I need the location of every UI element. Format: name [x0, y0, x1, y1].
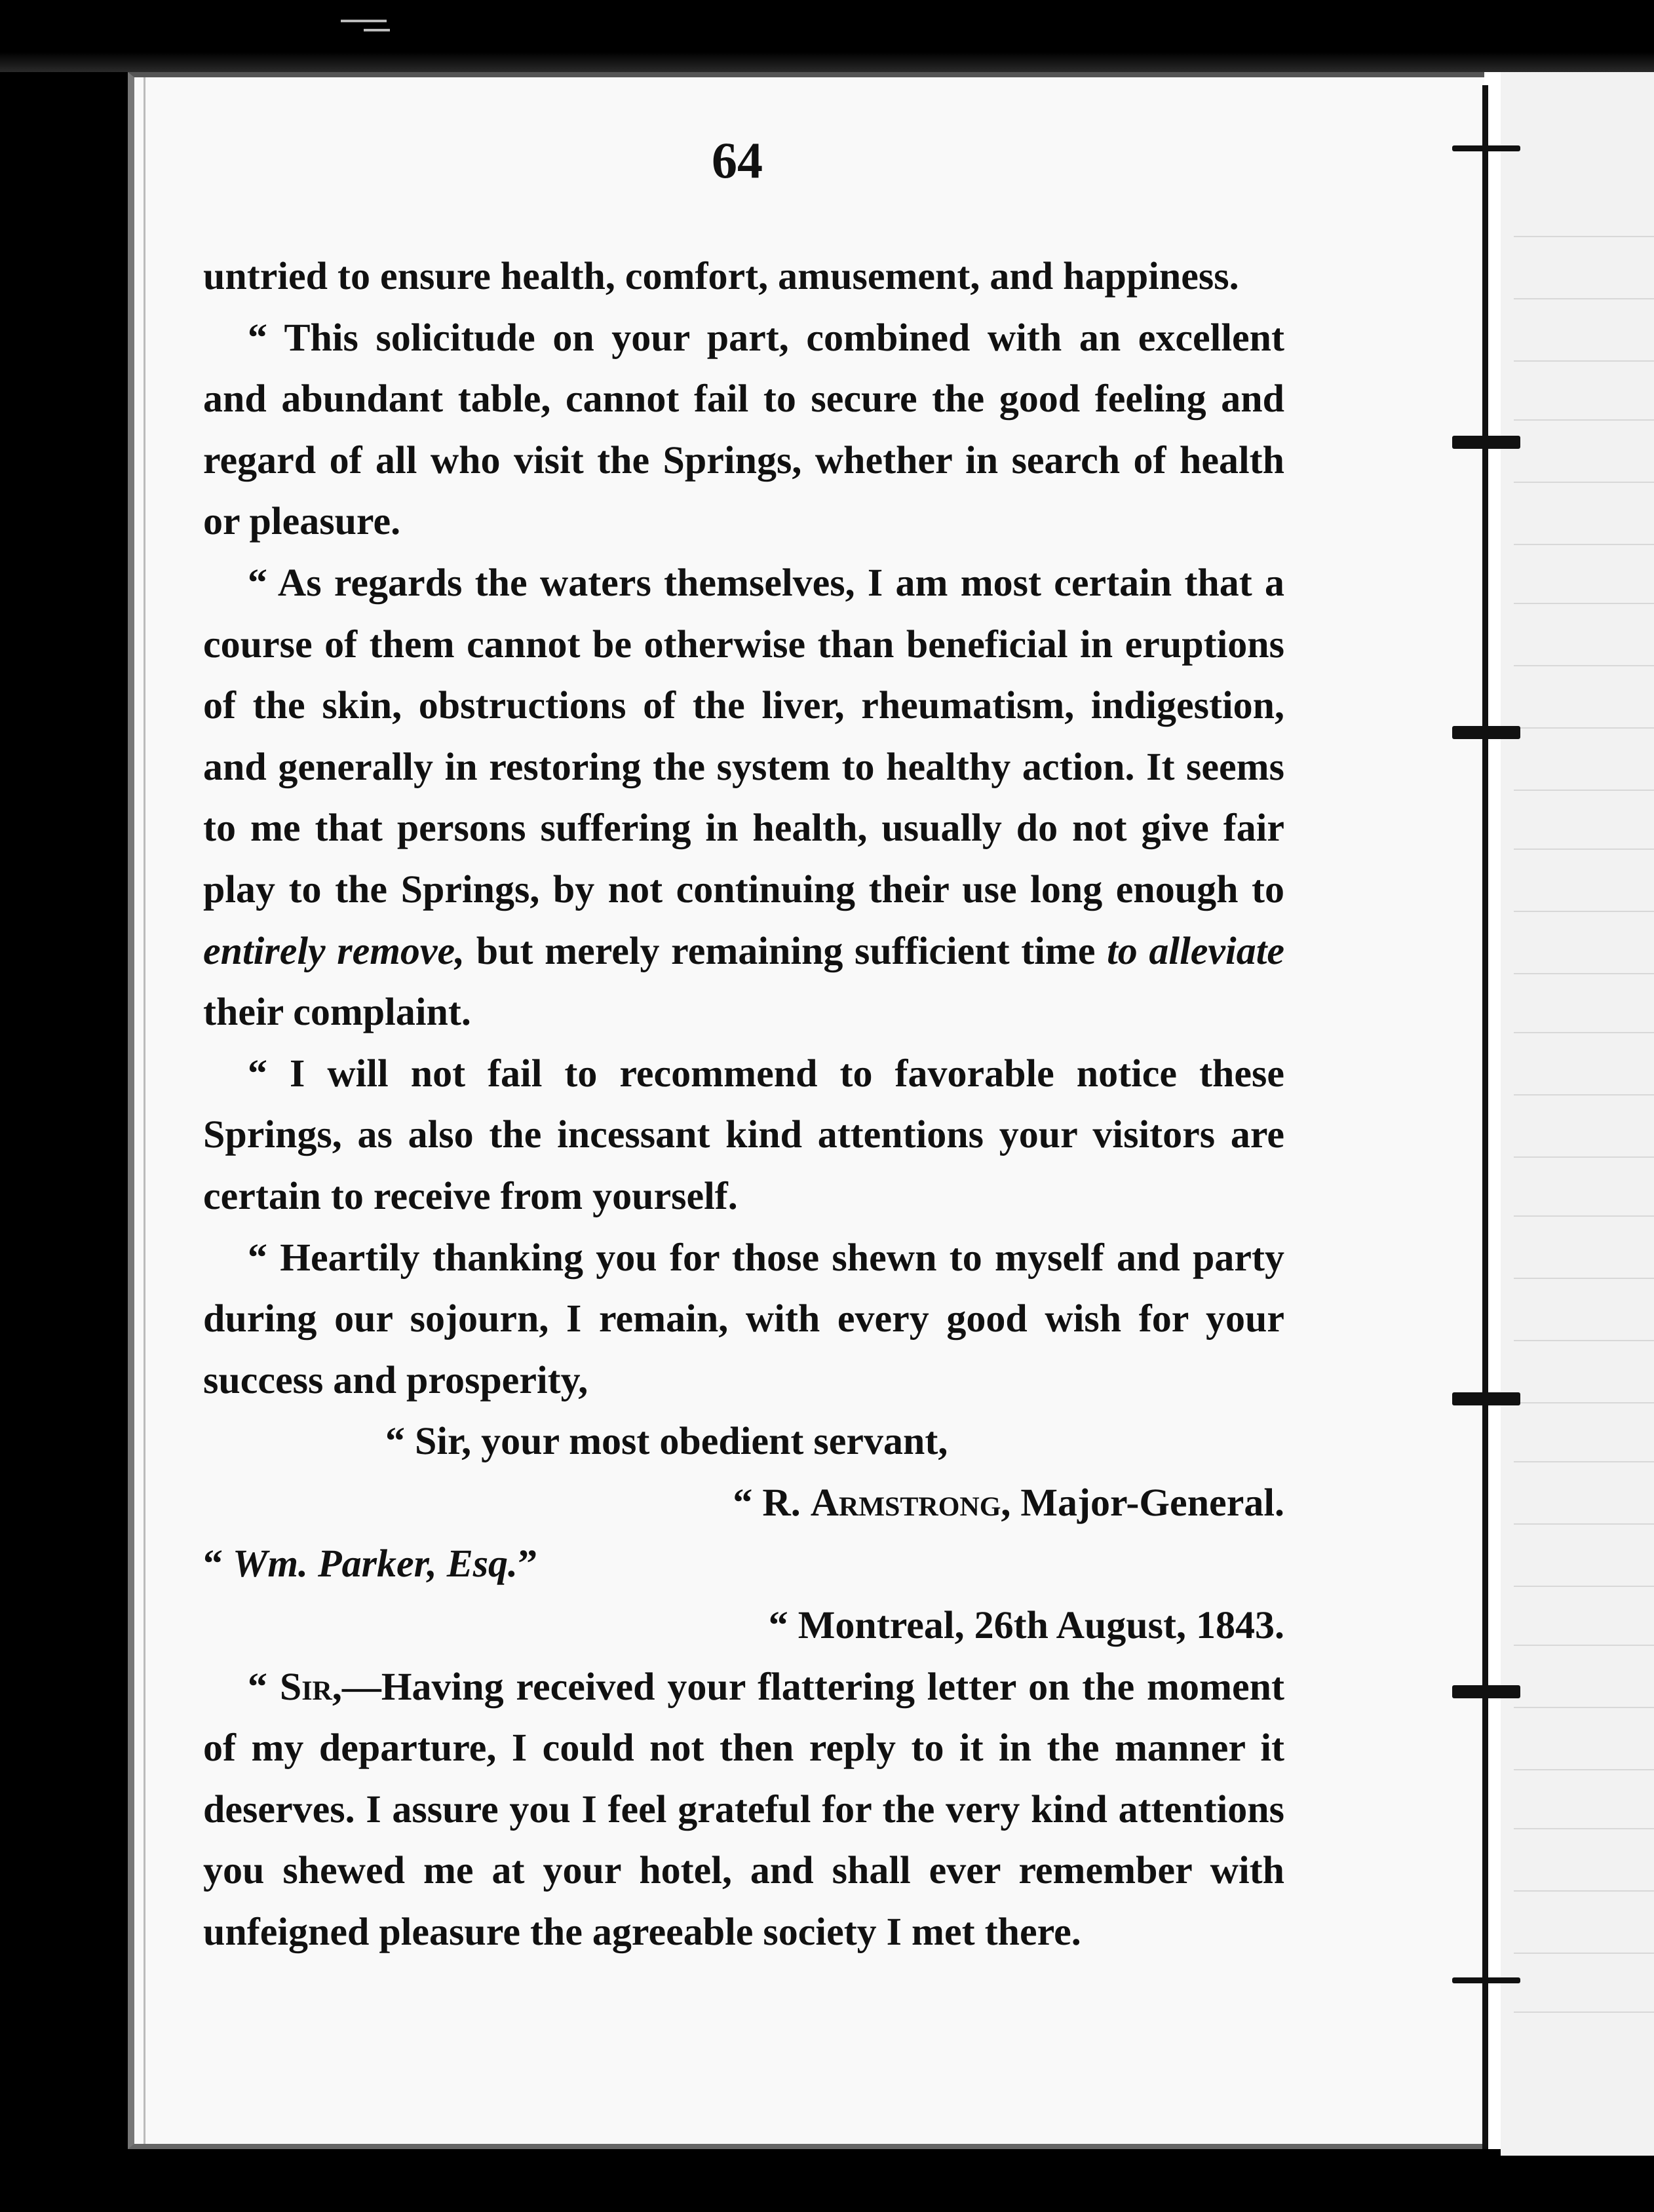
scan-left-border: [0, 72, 128, 2212]
paragraph-text: “ As regards the waters themselves, I am most certain that a course of them cannot be otherwise than beneficial in eruptions of the skin, obstructions of the liver, rheumatism, indigestion, and generally in restoring the system to healthy action. It seems to me that persons suffering in health, usually do not give fair play to the Springs, by not continuing their use long enough to: [203, 560, 1284, 911]
binding-stitch: [1452, 726, 1520, 739]
addressee-suffix: ”: [518, 1542, 538, 1586]
binding-stitch: [1452, 436, 1520, 449]
paragraph: “ I will not fail to recommend to favorable notice these Springs, as also the incessant kind attentions your visitors are certain to receive from yourself.: [203, 1051, 1284, 1217]
salutation-prefix: “: [248, 1664, 280, 1708]
page-number: 64: [712, 132, 763, 189]
signature-prefix: “ R.: [733, 1480, 811, 1524]
paragraph: [203, 1656, 1284, 1963]
scan-bottom-border: [0, 2149, 1654, 2212]
scan-top-border: [0, 0, 1654, 72]
binding-spine: [1482, 85, 1488, 2149]
letter-addressee: [203, 1533, 1284, 1595]
binding-stitch: [1452, 1685, 1520, 1698]
paragraph-text: ,—Having received your flattering letter on the moment of my departure, I could not then reply to it in the manner it deserves. I assure you I feel grateful for the very kind attentions you shewed me at your hotel, and shall ever remember with unfeigned pleasure the agreeable society I met there.: [203, 1664, 1284, 1954]
signature-title: , Major-General.: [1001, 1480, 1284, 1524]
addressee-name: Wm. Parker, Esq.: [233, 1542, 518, 1586]
page-inner-rule: [144, 77, 145, 2144]
paragraph: untried to ensure health, comfort, amusement, and happiness.: [203, 254, 1239, 297]
binding-stitch: [1452, 1977, 1520, 1983]
facing-page-edge: [1501, 72, 1654, 2156]
emphasis-text: to alleviate: [1107, 928, 1284, 972]
addressee-prefix: “: [203, 1542, 233, 1586]
salutation: Sir: [279, 1664, 332, 1708]
paragraph: “ Heartily thanking you for those shewn to myself and party during our sojourn, I remain, with every good wish for your success and prosperity,: [203, 1235, 1284, 1402]
emphasis-text: entirely remove,: [203, 928, 465, 972]
signature-name: Armstrong: [810, 1480, 1001, 1524]
page-body: [203, 246, 1284, 1963]
binding-stitch: [1452, 1392, 1520, 1405]
paragraph-text: their complaint.: [203, 990, 471, 1034]
paragraph: [203, 552, 1284, 1043]
letter-dateline: “ Montreal, 26th August, 1843.: [768, 1603, 1284, 1647]
letter-signature: [203, 1472, 1284, 1534]
paragraph-text: but merely remaining sufficient time: [465, 928, 1107, 972]
letter-closing: “ Sir, your most obedient servant,: [385, 1419, 948, 1463]
paragraph: “ This solicitude on your part, combined with an excellent and abundant table, cannot fail to secure the good feeling and regard of all who visit the Springs, whether in search of health or pleasure.: [203, 315, 1284, 543]
